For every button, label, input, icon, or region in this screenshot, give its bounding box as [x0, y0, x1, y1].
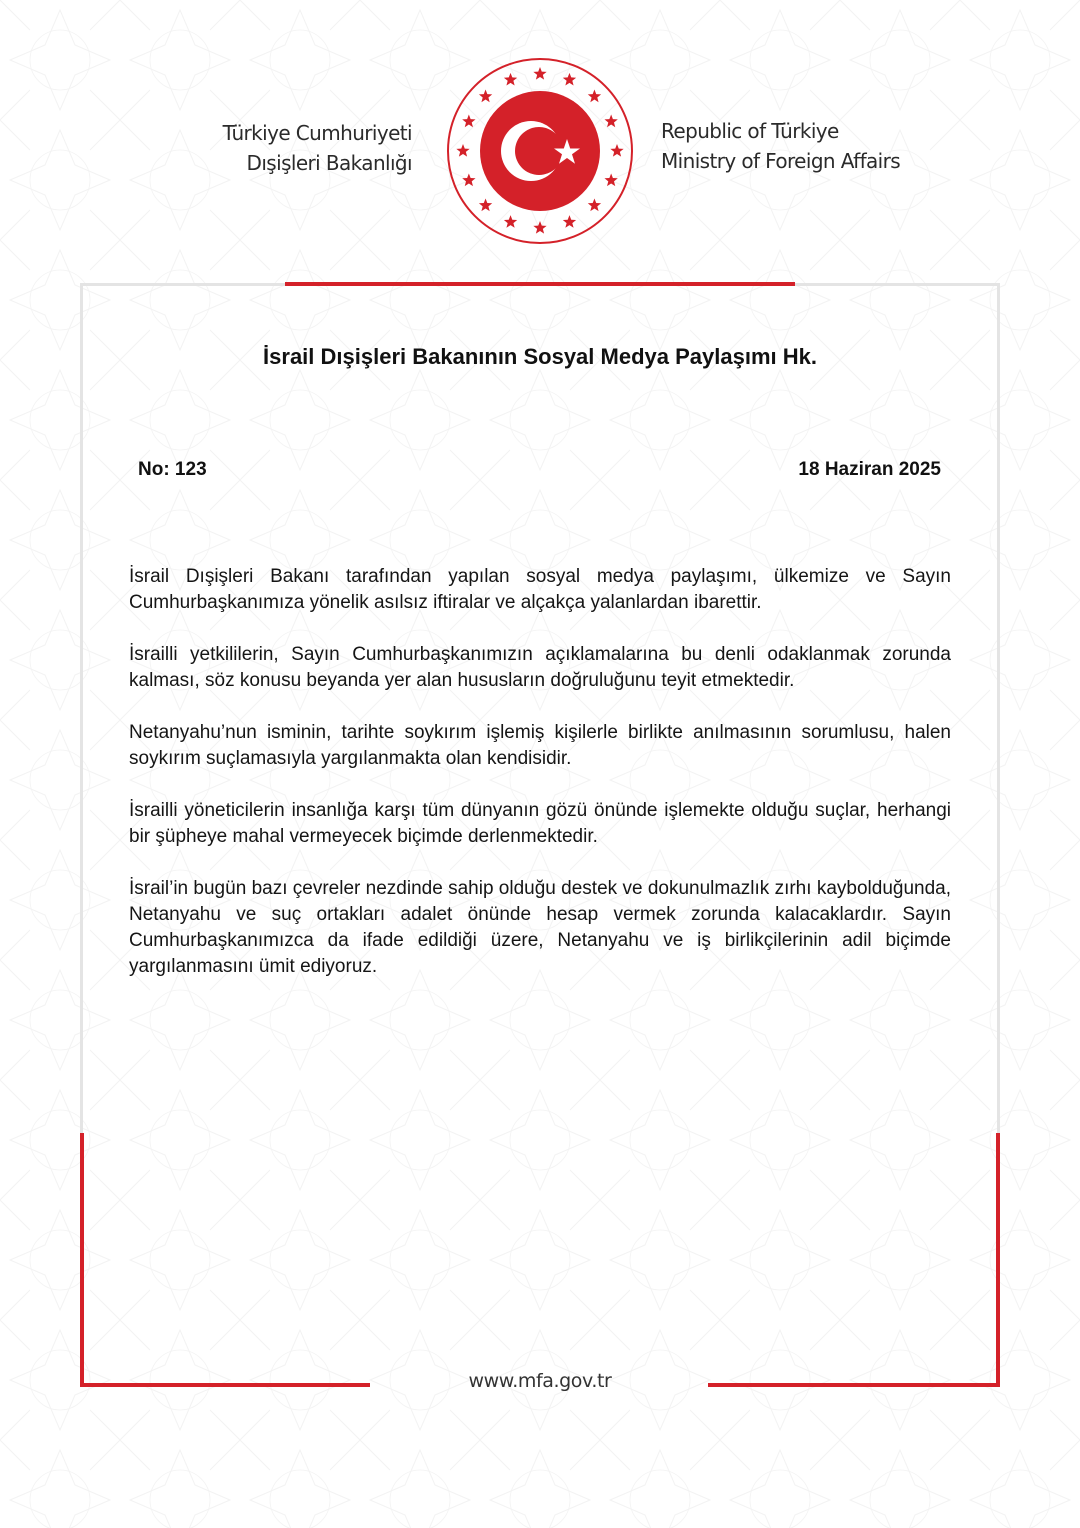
seal-star-icon: [588, 198, 601, 211]
seal-star-icon: [563, 73, 576, 86]
frame-top-right: [795, 283, 1000, 286]
seal-star-icon: [610, 144, 623, 157]
paragraph: İsrail’in bugün bazı çevreler nezdinde sahip olduğu destek ve dokunulmazlık zırhı kaybolduğunda, Netanyahu ve suç ortakları adalet önünde hesap vermek zorunda kalacaklardır. Sayın Cumhurbaşkanımızca da ifade edildiği üzere, Netanyahu ve iş birlikçilerinin adil biçimde yargılanmasını ümit ediyoruz.: [129, 878, 951, 977]
document-title: İsrail Dışişleri Bakanının Sosyal Medya Paylaşımı Hk.: [263, 344, 817, 369]
seal-star-icon: [479, 198, 492, 211]
frame-right-gray: [997, 283, 1000, 1133]
header-left-line1: Türkiye Cumhuriyeti: [222, 121, 412, 145]
frame-bottom-right-red: [708, 1383, 1000, 1387]
seal-star-icon: [462, 115, 475, 128]
header-left-text: [200, 118, 412, 178]
paragraph: İsrailli yöneticilerin insanlığa karşı tüm dünyanın gözü önünde işlemekte olduğu suçlar, herhangi bir şüpheye mahal vermeyecek biçimde derlenmektedir.: [129, 800, 951, 847]
header-left-line2: Dışişleri Bakanlığı: [246, 151, 412, 175]
document-number: No: 123: [138, 459, 207, 480]
seal-star-icon: [504, 215, 517, 228]
frame-bottom-left-red: [80, 1383, 370, 1387]
paragraph: İsrailli yetkililerin, Sayın Cumhurbaşkanımızın açıklamalarına bu denli odaklanmak zorunda kalması, söz konusu beyanda yer alan hususların doğruluğunu teyit etmektedir.: [129, 644, 951, 691]
document-body: [129, 564, 951, 1006]
seal-star-icon: [604, 115, 617, 128]
header-right-line1: Republic of Türkiye: [661, 119, 839, 143]
seal-star-icon: [479, 90, 492, 103]
seal-star-icon: [456, 144, 469, 157]
seal-star-icon: [504, 73, 517, 86]
frame-top-red: [285, 282, 795, 286]
seal-star-icon: [533, 221, 546, 234]
seal-star-icon: [533, 67, 546, 80]
frame-right-red: [996, 1133, 1000, 1387]
document-date: 18 Haziran 2025: [798, 459, 941, 480]
paragraph: Netanyahu’nun isminin, tarihte soykırım işlemiş kişilerle birlikte anılmasının sorumlusu, halen soykırım suçlamasıyla yargılanmakta olan kendisidir.: [129, 722, 951, 769]
header-right-text: [661, 116, 921, 176]
turkish-crescent-star-seal-icon: [445, 56, 635, 246]
seal-star-icon: [588, 90, 601, 103]
seal-star-icon: [563, 215, 576, 228]
frame-top-left: [80, 283, 285, 286]
seal-star-icon: [462, 173, 475, 186]
frame-left-red: [80, 1133, 84, 1387]
paragraph: İsrail Dışişleri Bakanı tarafından yapılan sosyal medya paylaşımı, ülkemize ve Sayın Cumhurbaşkanımıza yönelik asılsız iftiralar ve alçakça yalanlardan ibarettir.: [129, 566, 951, 613]
header-right-line2: Ministry of Foreign Affairs: [661, 149, 901, 173]
footer-website: www.mfa.gov.tr: [468, 1370, 612, 1392]
seal-star-icon: [604, 173, 617, 186]
frame-left-gray: [80, 283, 83, 1133]
